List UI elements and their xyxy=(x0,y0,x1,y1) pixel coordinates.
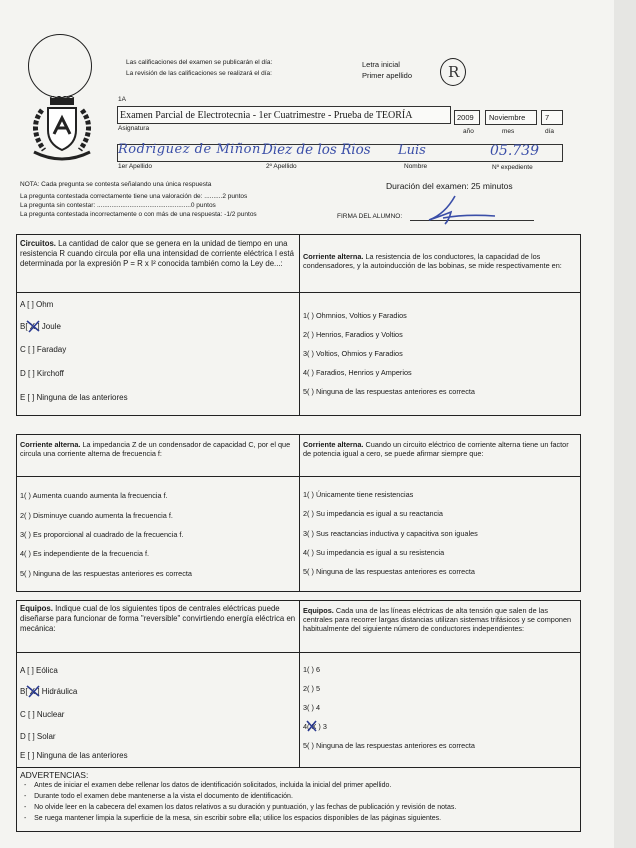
q1-option-c[interactable]: C [ ] Faraday xyxy=(20,345,67,354)
q2-option-1[interactable]: 1( ) Ohmnios, Voltios y Faradios xyxy=(303,311,407,320)
apellido2-label: 2º Apellido xyxy=(266,163,297,170)
expediente-label: Nº expediente xyxy=(492,164,533,171)
q1-title: Circuitos. xyxy=(20,239,56,248)
duration-text: Duración del examen: 25 minutos xyxy=(386,181,513,191)
q5-option-a[interactable]: A [ ] Eólica xyxy=(20,666,58,675)
scoring-blank: La pregunta sin contestar: ....................................................0 puntos xyxy=(20,202,216,209)
q3-statement xyxy=(20,440,298,458)
q5-option-c[interactable]: C [ ] Nuclear xyxy=(20,710,65,719)
letra-inicial-value: R xyxy=(448,63,460,81)
publication-date-label: Las calificaciones del examen se publicarán el día: xyxy=(126,59,273,66)
q6-title: Equipos. xyxy=(303,606,334,615)
revision-date-label: La revisión de las calificaciones se realizará el día: xyxy=(126,70,272,77)
q2-option-2[interactable]: 2( ) Henrios, Faradios y Voltios xyxy=(303,330,403,339)
q6-option-1[interactable]: 1( ) 6 xyxy=(303,665,321,674)
q4-option-4[interactable]: 4( ) Su impedancia es igual a su resistencia xyxy=(303,548,445,557)
q5-check-mark-icon xyxy=(24,683,44,699)
q1-statement xyxy=(20,239,296,269)
q3-text: La impedancia Z de un condensador de capacidad C, por el que circula una corriente alterna de frecuencia f: xyxy=(20,440,291,458)
advertencia-1: - Antes de iniciar el examen debe rellenar los datos de identificación solicitados, incluida la inicial del primer apellido. xyxy=(24,782,392,789)
q5-option-e[interactable]: E [ ] Ninguna de las anteriores xyxy=(20,751,128,760)
q6-option-2[interactable]: 2( ) 5 xyxy=(303,684,321,693)
nombre-label: Nombre xyxy=(404,163,428,170)
q2-text: La resistencia de los conductores, la capacidad de los condensadores, y la autoinducción de las bobinas, se mide respectivamente en: xyxy=(303,252,562,270)
primer-apellido-label: Primer apellido xyxy=(362,71,413,80)
nota-text: NOTA: Cada pregunta se contesta señalando una única respuesta xyxy=(20,181,212,188)
q6-option-4[interactable]: 4( X ) 3 xyxy=(303,722,327,731)
q4-option-3[interactable]: 3( ) Sus reactancias inductiva y capacitiva son iguales xyxy=(303,529,478,538)
q4-option-5[interactable]: 5( ) Ninguna de las respuestas anteriores es correcta xyxy=(303,567,475,576)
q1-check-mark-icon xyxy=(24,318,44,334)
q1-option-b[interactable]: B[ X ] Joule xyxy=(20,322,61,331)
q1-option-e[interactable]: E [ ] Ninguna de las anteriores xyxy=(20,393,128,402)
q5-statement xyxy=(20,604,296,634)
q6-option-3[interactable]: 3( ) 4 xyxy=(303,703,321,712)
firma-label: FIRMA DEL ALUMNO: xyxy=(337,213,403,220)
nombre-value: Luis xyxy=(398,143,426,158)
day-value: 7 xyxy=(545,113,550,122)
q3-option-3[interactable]: 3( ) Es proporcional al cuadrado de la frecuencia f. xyxy=(20,530,184,539)
scoring-correct: La pregunta contestada correctamente tiene una valoración de: ..........2 puntos xyxy=(20,193,248,200)
scoring-wrong: La pregunta contestada incorrectamente o con más de una respuesta: -1/2 puntos xyxy=(20,211,257,218)
q3-option-4[interactable]: 4( ) Es independiente de la frecuencia f. xyxy=(20,549,149,558)
q5-title: Equipos. xyxy=(20,604,53,613)
q2-option-4[interactable]: 4( ) Faradios, Henrios y Amperios xyxy=(303,368,412,377)
q2-statement xyxy=(303,252,577,270)
exam-title: Examen Parcial de Electrotecnia - 1er Cuatrimestre - Prueba de TEORÍA xyxy=(120,110,413,121)
q2-option-5[interactable]: 5( ) Ninguna de las respuestas anteriores es correcta xyxy=(303,387,475,396)
q4-option-2[interactable]: 2( ) Su impedancia es igual a su reactancia xyxy=(303,509,443,518)
q4-statement xyxy=(303,440,577,458)
expediente-value: 05.739 xyxy=(490,143,539,159)
q5-text: Indique cual de los siguientes tipos de centrales eléctricas puede diseñarse para funcionar de forma "reversible" convirtiendo energía eléctrica en mecánica: xyxy=(20,604,296,633)
q5-option-d[interactable]: D [ ] Solar xyxy=(20,732,56,741)
university-crest-icon xyxy=(22,96,102,166)
q4-text: Cuando un circuito eléctrico de corriente alterna tiene un factor de potencia igual a cero, se puede afirmar siempre que: xyxy=(303,440,569,458)
apellido1-label: 1er Apellido xyxy=(118,163,152,170)
q3-title: Corriente alterna. xyxy=(20,440,81,449)
apellido1-value: Rodriguez de Miñon xyxy=(118,142,261,157)
q3-option-1[interactable]: 1( ) Aumenta cuando aumenta la frecuencia f. xyxy=(20,491,168,500)
advertencia-2: - Durante todo el examen debe mantenerse a la vista el documento de identificación. xyxy=(24,793,293,800)
ano-label: año xyxy=(463,128,474,135)
page-edge xyxy=(614,0,636,848)
year-value: 2009 xyxy=(457,113,474,122)
letra-inicial-label: Letra inicial xyxy=(362,60,400,69)
advertencia-4: - Se ruega mantener limpia la superficie de la mesa, sin escribir sobre ella; utilice los espacios disponibles de las páginas siguientes. xyxy=(24,815,442,822)
q4-option-1[interactable]: 1( ) Únicamente tiene resistencias xyxy=(303,490,414,499)
advertencia-3: - No olvide leer en la cabecera del examen los datos relativos a su duración y puntuación, y las fechas de publicación y revisión de notas. xyxy=(24,804,457,811)
q5-option-b[interactable]: B[ X ] Hidráulica xyxy=(20,687,78,696)
q6-check-mark-icon xyxy=(304,719,320,733)
q2-title: Corriente alterna. xyxy=(303,252,364,261)
q6-option-5[interactable]: 5( ) Ninguna de las respuestas anteriores es correcta xyxy=(303,741,475,750)
advertencias-title: ADVERTENCIAS: xyxy=(20,770,89,780)
dia-label: día xyxy=(545,128,555,135)
asignatura-label: Asignatura xyxy=(118,125,150,132)
signature-icon xyxy=(415,190,505,230)
q6-statement xyxy=(303,606,577,633)
mes-label: mes xyxy=(502,128,515,135)
q1-option-a[interactable]: A [ ] Ohm xyxy=(20,300,54,309)
q6-text: Cada una de las líneas eléctricas de alta tensión que salen de las centrales para recorrer largas distancias utilizan sistemas trifásicos y se componen habitualmente del siguiente número de conductores independientes: xyxy=(303,606,572,633)
photo-circle xyxy=(28,34,92,98)
q3-option-2[interactable]: 2( ) Disminuye cuando aumenta la frecuencia f. xyxy=(20,511,173,520)
month-value: Noviembre xyxy=(489,113,526,122)
exam-code: 1A xyxy=(118,96,126,103)
q4-title: Corriente alterna. xyxy=(303,440,364,449)
q3-option-5[interactable]: 5( ) Ninguna de las respuestas anteriores es correcta xyxy=(20,569,192,578)
apellido2-value: Diez de los Rios xyxy=(262,142,371,158)
q1-option-d[interactable]: D [ ] Kirchoff xyxy=(20,369,64,378)
q1-text: La cantidad de calor que se genera en la unidad de tiempo en una resistencia R cuando circula por ella una intensidad de corriente eléctrica I está determinada por la expresión P = R x I² conocida también como la Ley de...: xyxy=(20,239,294,268)
q2-option-3[interactable]: 3( ) Voltios, Ohmios y Faradios xyxy=(303,349,403,358)
